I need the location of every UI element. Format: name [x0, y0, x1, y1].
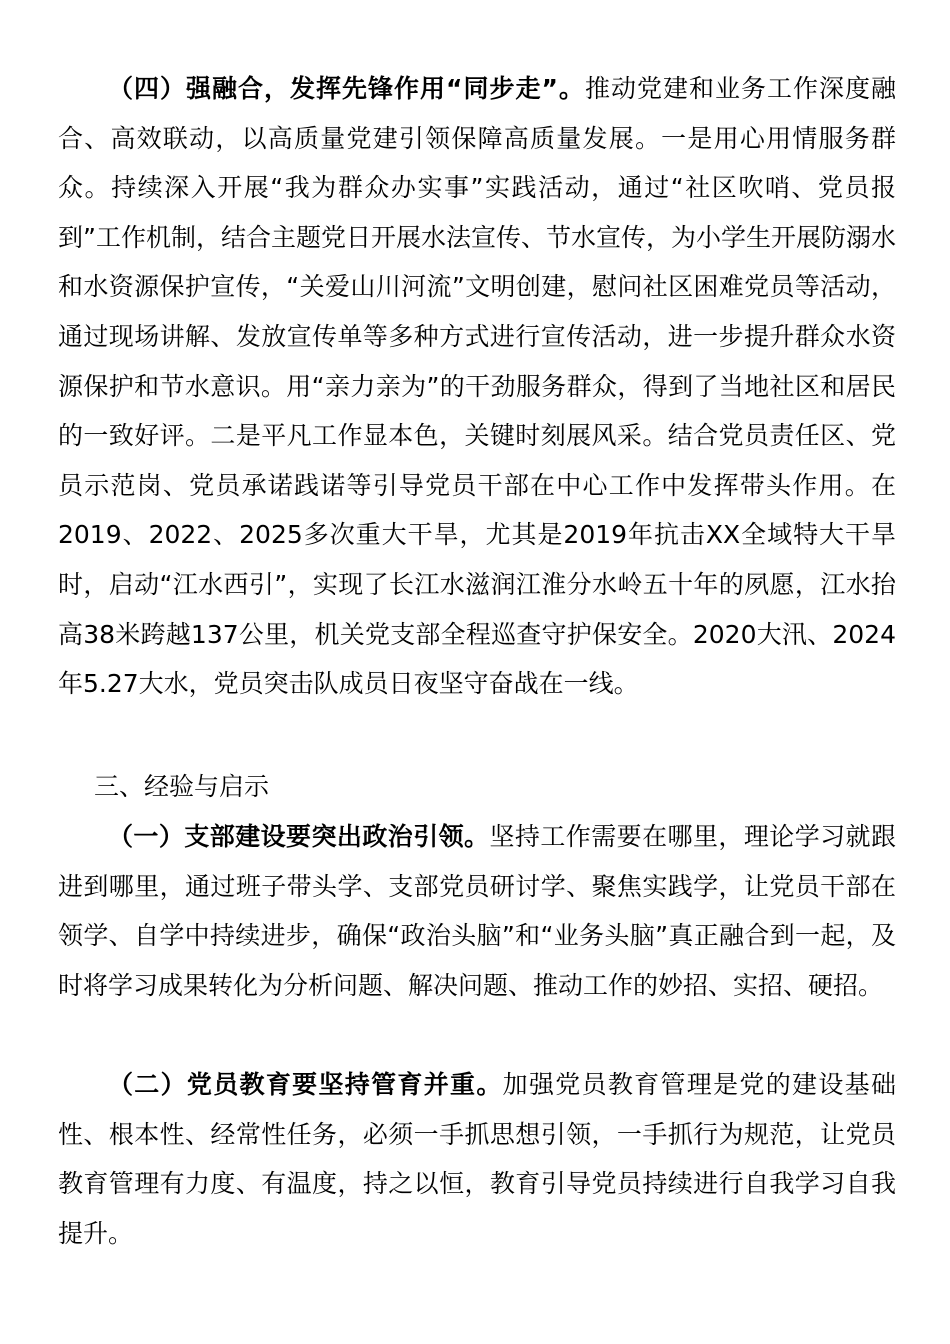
section-4-lead: （四）强融合，发挥先锋作用“同步走”。: [108, 74, 585, 103]
item-2-paragraph: [58, 1060, 896, 1258]
item-2-lead: （二）党员教育要坚持管育并重。: [108, 1070, 503, 1099]
section-3-heading: 三、经验与启示: [94, 772, 270, 801]
item-1-body: 坚持工作需要在哪里，理论学习就跟进到哪里，通过班子带头学、支部党员研讨学、聚焦实践学，让党员干部在领学、自学中持续进步，确保“政治头脑”和“业务头脑”真正融合到一起，及时将学习成果转化为分析问题、解决问题、推动工作的妙招、实招、硬招。: [58, 822, 896, 1000]
item-2-body: 加强党员教育管理是党的建设基础性、根本性、经常性任务，必须一手抓思想引领，一手抓行为规范，让党员教育管理有力度、有温度，持之以恒，教育引导党员持续进行自我学习自我提升。: [58, 1070, 896, 1248]
section-4-paragraph: [58, 64, 896, 709]
item-1-paragraph: [58, 812, 896, 1010]
section-4-body: 推动党建和业务工作深度融合、高效联动，以高质量党建引领保障高质量发展。一是用心用情服务群众。持续深入开展“我为群众办实事”实践活动，通过“社区吹哨、党员报到”工作机制，结合主题党日开展水法宣传、节水宣传，为小学生开展防溺水和水资源保护宣传，“关爱山川河流”文明创建，慰问社区困难党员等活动，通过现场讲解、发放宣传单等多种方式进行宣传活动，进一步提升群众水资源保护和节水意识。用“亲力亲为”的干劲服务群众，得到了当地社区和居民的一致好评。二是平凡工作显本色，关键时刻展风采。结合党员责任区、党员示范岗、党员承诺践诺等引导党员干部在中心工作中发挥带头作用。在2019、2022、2025多次重大干旱，尤其是2019年抗击XX全域特大干旱时，启动“江水西引”，实现了长江水滋润江淮分水岭五十年的夙愿，江水抬高38米跨越137公里，机关党支部全程巡查守护保安全。2020大汛、2024年5.27大水，党员突击队成员日夜坚守奋战在一线。: [58, 74, 896, 699]
item-1-lead: （一）支部建设要突出政治引领。: [108, 822, 490, 851]
